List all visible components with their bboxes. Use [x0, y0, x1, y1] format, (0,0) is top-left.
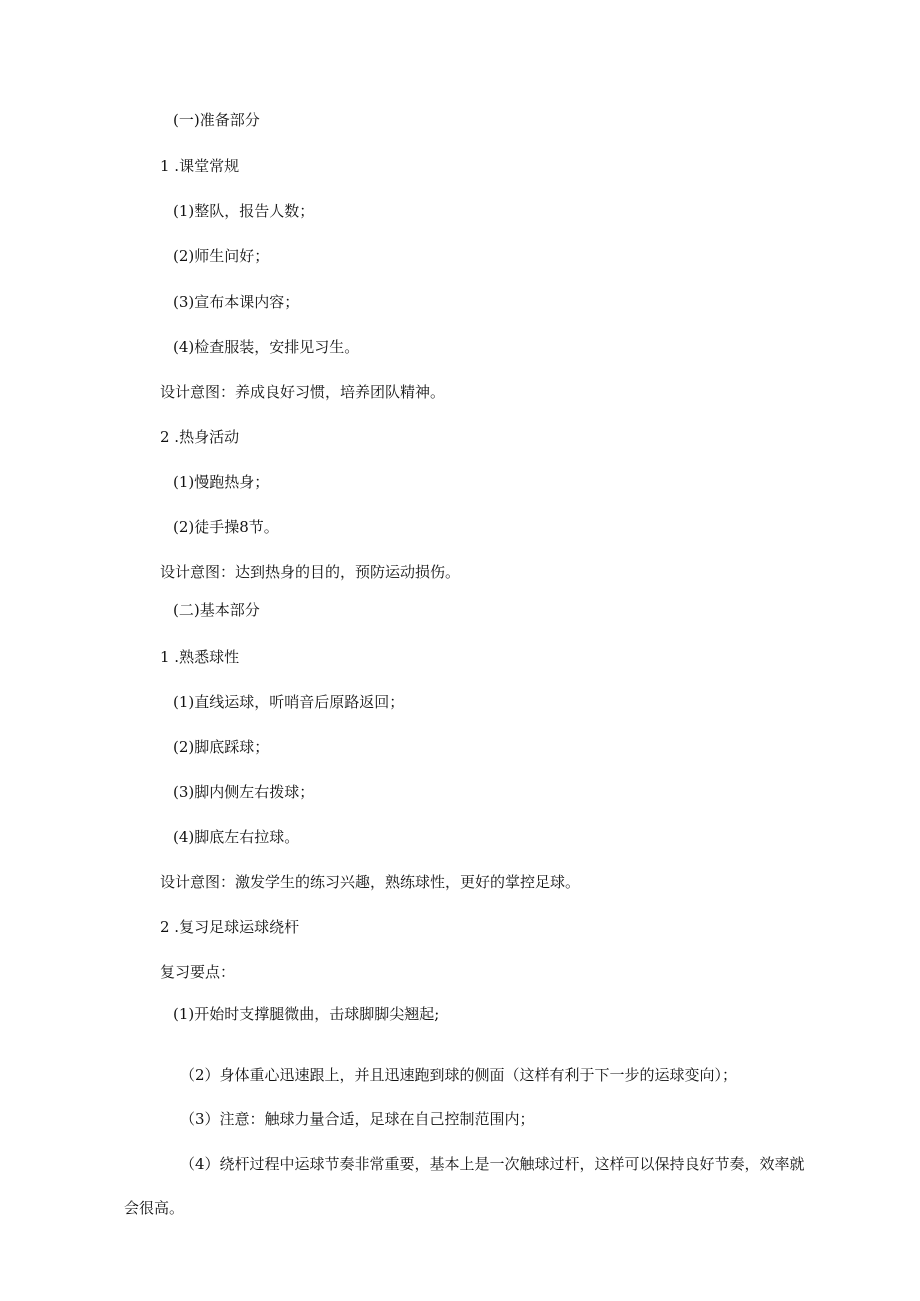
section-heading-basic: (二)基本部分 [173, 601, 260, 619]
list-item: (4)检查服装，安排见习生。 [173, 338, 360, 356]
section-heading-preparation: (一)准备部分 [173, 111, 260, 129]
list-item: (3)宣布本课内容； [173, 293, 300, 311]
list-item: (1)整队，报告人数； [173, 202, 315, 220]
item-heading-warmup: 2 .热身活动 [160, 428, 240, 446]
list-item: (1)开始时支撑腿微曲，击球脚脚尖翘起; [173, 1005, 440, 1023]
item-heading-dribble-review: 2 .复习足球运球绕杆 [160, 918, 300, 936]
list-item: （3）注意：触球力量合适，足球在自己控制范围内； [180, 1110, 535, 1128]
design-intent-text: 设计意图：达到热身的目的，预防运动损伤。 [160, 563, 461, 581]
list-item-continuation: 会很高。 [124, 1199, 185, 1217]
list-item: (2)师生问好； [173, 247, 270, 265]
review-points-label: 复习要点： [160, 963, 236, 981]
list-item: (2)徒手操8节。 [173, 518, 279, 536]
design-intent-text: 设计意图：养成良好习惯，培养团队精神。 [160, 383, 446, 401]
list-item: (1)慢跑热身； [173, 473, 270, 491]
list-item: (4)脚底左右拉球。 [173, 828, 300, 846]
item-heading-ball-feel: 1 .熟悉球性 [160, 648, 240, 666]
list-item: (1)直线运球，听哨音后原路返回； [173, 693, 405, 711]
item-heading-class-routine: 1 .课堂常规 [160, 157, 240, 175]
design-intent-text: 设计意图：激发学生的练习兴趣，熟练球性，更好的掌控足球。 [160, 873, 581, 891]
list-item: （4）绕杆过程中运球节奏非常重要，基本上是一次触球过杆，这样可以保持良好节奏，效率就 [180, 1155, 805, 1173]
list-item: （2）身体重心迅速跟上，并且迅速跑到球的侧面（这样有利于下一步的运球变向）； [180, 1066, 738, 1084]
list-item: (3)脚内侧左右拨球； [173, 783, 315, 801]
list-item: (2)脚底踩球； [173, 738, 270, 756]
